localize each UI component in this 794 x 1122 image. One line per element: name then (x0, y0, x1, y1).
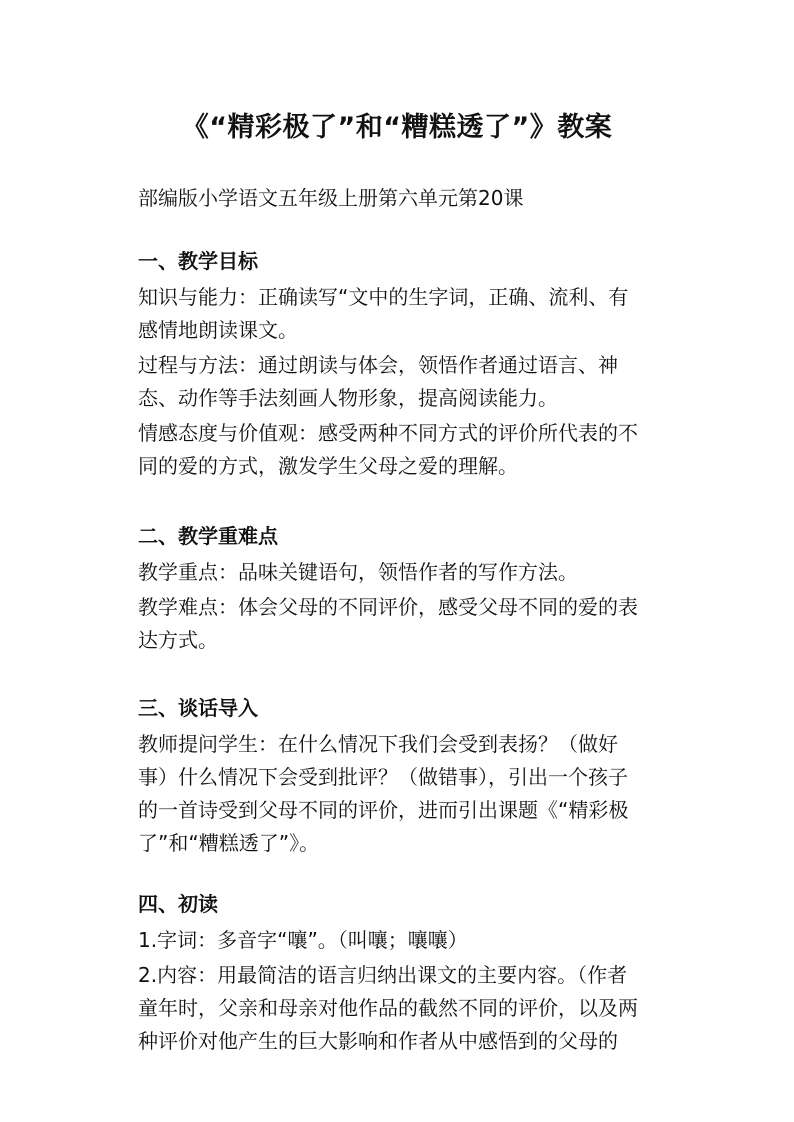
paragraph (138, 349, 698, 415)
text-line: 感情地朗读课文。 (138, 318, 298, 342)
text-line: 教学重点：品味关键语句，领悟作者的写作方法。 (138, 560, 578, 584)
text-line: 情感态度与价值观：感受两种不同方式的评价所代表的不 (138, 421, 638, 445)
paragraph (138, 591, 698, 657)
section-key-difficulties (138, 520, 698, 657)
paragraph (138, 959, 698, 1058)
paragraph (138, 417, 698, 483)
text-line: 过程与方法：通过朗读与体会，领悟作者通过语言、神 (138, 353, 618, 377)
document-subtitle: 部编版小学语文五年级上册第六单元第20课 (138, 186, 524, 210)
text-line: 同的爱的方式，激发学生父母之爱的理解。 (138, 454, 518, 478)
paragraph (138, 924, 698, 957)
text-line: 教师提问学生：在什么情况下我们会受到表扬？（做好 (138, 732, 618, 756)
text-line: 事）什么情况下会受到批评？（做错事），引出一个孩子 (138, 765, 628, 789)
text-line: 种评价对他产生的巨大影响和作者从中感悟到的父母的 (138, 1029, 618, 1053)
text-line: 知识与能力：正确读写“文中的生字词，正确、流利、有 (138, 285, 629, 309)
section-heading: 二、教学重难点 (138, 524, 278, 548)
document-title: 《“精彩极了”和“糟糕透了”》教案 (181, 112, 613, 143)
section-heading: 四、初读 (138, 892, 218, 916)
section-teaching-goals (138, 245, 698, 483)
section-first-reading (138, 888, 698, 1058)
text-line: 童年时，父亲和母亲对他作品的截然不同的评价，以及两 (138, 996, 638, 1020)
paragraph (138, 728, 698, 860)
text-line: 教学难点：体会父母的不同评价，感受父母不同的爱的表 (138, 595, 638, 619)
text-line: 的一首诗受到父母不同的评价，进而引出课题《“精彩极 (138, 798, 629, 822)
text-line: 态、动作等手法刻画人物形象，提高阅读能力。 (138, 386, 558, 410)
paragraph (138, 281, 698, 347)
section-intro-talk (138, 692, 698, 860)
text-line: 1.字词：多音字“嚷”。（叫嚷；嚷嚷） (138, 928, 468, 952)
text-line: 了”和“糟糕透了”》。 (138, 831, 320, 855)
section-heading: 一、教学目标 (138, 249, 258, 273)
text-line: 达方式。 (138, 628, 218, 652)
paragraph (138, 556, 698, 589)
section-heading: 三、谈话导入 (138, 696, 258, 720)
text-line: 2.内容：用最简洁的语言归纳出课文的主要内容。（作者 (138, 963, 628, 987)
